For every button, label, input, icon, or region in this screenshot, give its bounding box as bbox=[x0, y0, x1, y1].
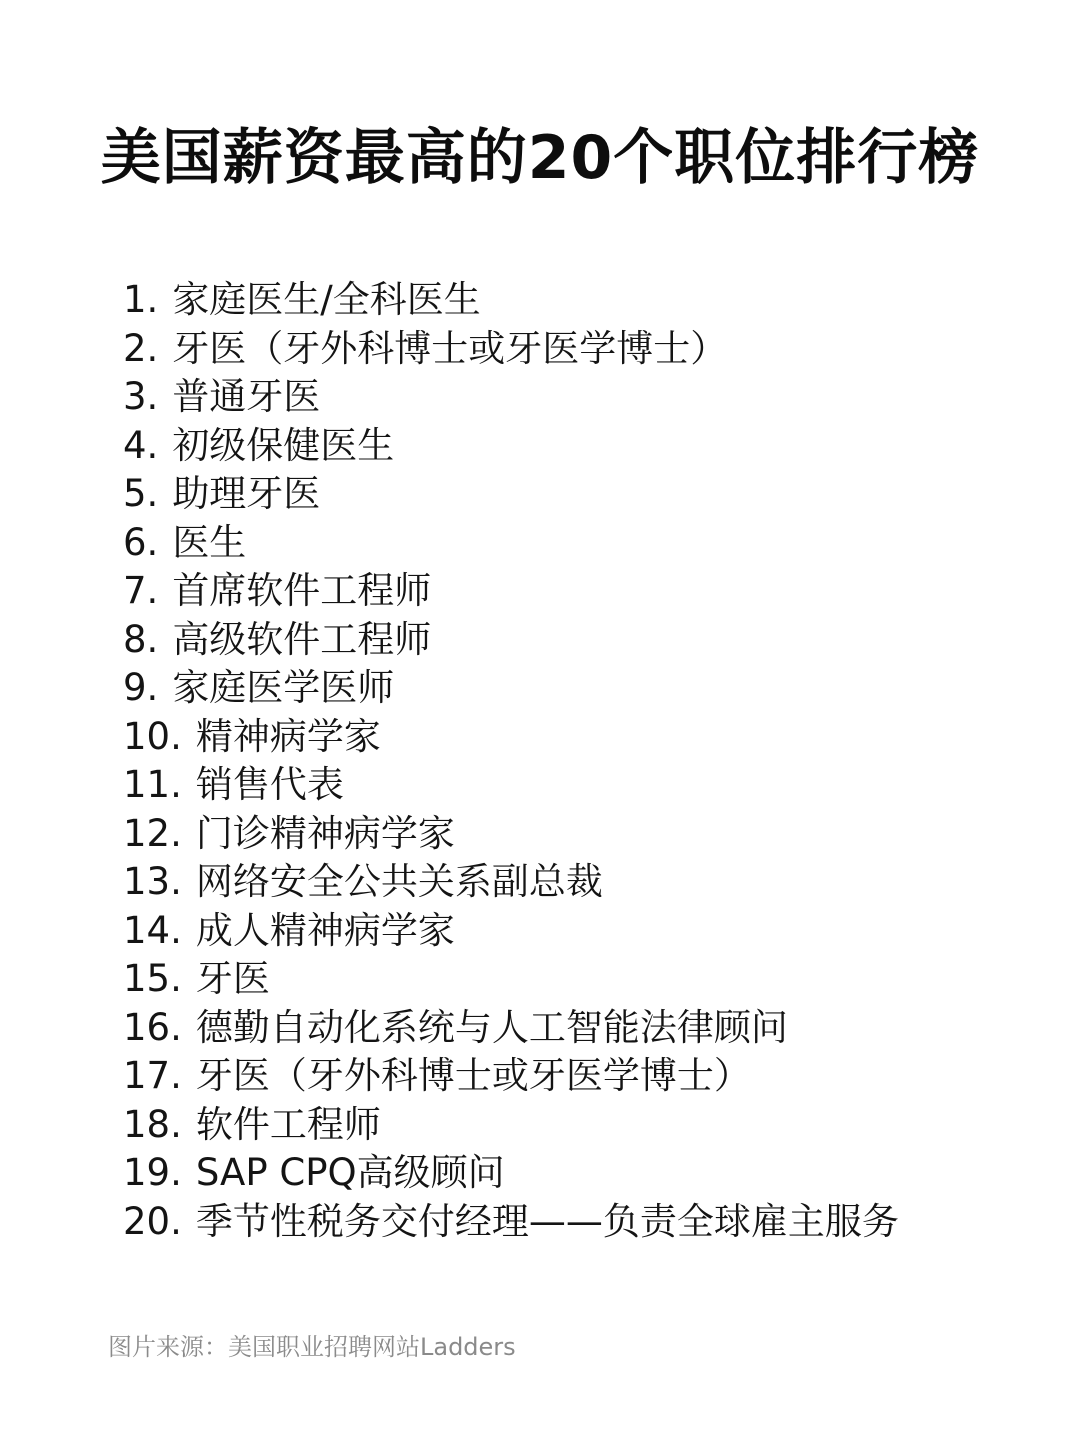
rank-number: 2. bbox=[123, 326, 159, 370]
rank-number: 14. bbox=[123, 908, 182, 952]
list-item bbox=[123, 470, 899, 519]
rank-number: 6. bbox=[123, 520, 159, 564]
rank-number: 19. bbox=[123, 1151, 182, 1194]
list-item bbox=[123, 325, 899, 374]
job-title: 初级保健医生 bbox=[172, 423, 395, 467]
job-title: 牙医（牙外科博士或牙医学博士） bbox=[195, 1054, 751, 1097]
job-title: 家庭医学医师 bbox=[172, 666, 395, 709]
rank-number: 18. bbox=[123, 1102, 182, 1146]
job-title: 门诊精神病学家 bbox=[195, 811, 455, 855]
list-item bbox=[123, 373, 899, 422]
list-item bbox=[123, 955, 899, 1004]
list-item bbox=[123, 713, 899, 762]
rank-number: 8. bbox=[123, 617, 159, 661]
job-title: 销售代表 bbox=[195, 763, 344, 806]
job-title: 季节性税务交付经理——负责全球雇主服务 bbox=[195, 1199, 899, 1243]
list-item bbox=[123, 567, 899, 616]
job-title: 牙医 bbox=[195, 957, 270, 1000]
job-title: SAP CPQ高级顾问 bbox=[195, 1151, 505, 1194]
rank-number: 16. bbox=[123, 1005, 182, 1049]
rank-number: 5. bbox=[123, 472, 159, 515]
list-item bbox=[123, 907, 899, 956]
job-title: 成人精神病学家 bbox=[195, 908, 455, 952]
rank-number: 13. bbox=[123, 860, 182, 903]
rank-number: 20. bbox=[123, 1199, 182, 1243]
job-title: 德勤自动化系统与人工智能法律顾问 bbox=[195, 1005, 788, 1049]
rank-number: 12. bbox=[123, 811, 182, 855]
rank-number: 1. bbox=[123, 278, 159, 321]
rank-number: 17. bbox=[123, 1054, 182, 1097]
list-item bbox=[123, 761, 899, 810]
job-title: 家庭医生/全科医生 bbox=[172, 278, 481, 321]
job-title: 普通牙医 bbox=[172, 375, 321, 418]
rank-number: 11. bbox=[123, 763, 182, 806]
rank-number: 4. bbox=[123, 423, 159, 467]
rank-number: 9. bbox=[123, 666, 159, 709]
list-item bbox=[123, 1004, 899, 1053]
list-item bbox=[123, 1101, 899, 1150]
rank-number: 3. bbox=[123, 375, 159, 418]
list-item bbox=[123, 810, 899, 859]
list-item bbox=[123, 422, 899, 471]
job-title: 软件工程师 bbox=[195, 1102, 381, 1146]
list-item bbox=[123, 1149, 899, 1198]
page-title: 美国薪资最高的20个职位排行榜 bbox=[100, 123, 980, 193]
job-title: 高级软件工程师 bbox=[172, 617, 432, 661]
list-item bbox=[123, 858, 899, 907]
list-item bbox=[123, 276, 899, 325]
list-item bbox=[123, 664, 899, 713]
source-caption: 图片来源：美国职业招聘网站Ladders bbox=[108, 1333, 516, 1361]
job-title: 牙医（牙外科博士或牙医学博士） bbox=[172, 326, 728, 370]
list-item bbox=[123, 519, 899, 568]
job-title: 网络安全公共关系副总裁 bbox=[195, 860, 603, 903]
rank-number: 15. bbox=[123, 957, 182, 1000]
job-title: 精神病学家 bbox=[195, 714, 381, 758]
list-item bbox=[123, 1052, 899, 1101]
rank-number: 10. bbox=[123, 714, 182, 758]
job-title: 医生 bbox=[172, 520, 247, 564]
job-title: 首席软件工程师 bbox=[172, 569, 432, 612]
ranking-list bbox=[123, 276, 899, 1246]
rank-number: 7. bbox=[123, 569, 159, 612]
list-item bbox=[123, 616, 899, 665]
job-title: 助理牙医 bbox=[172, 472, 321, 515]
list-item bbox=[123, 1198, 899, 1247]
